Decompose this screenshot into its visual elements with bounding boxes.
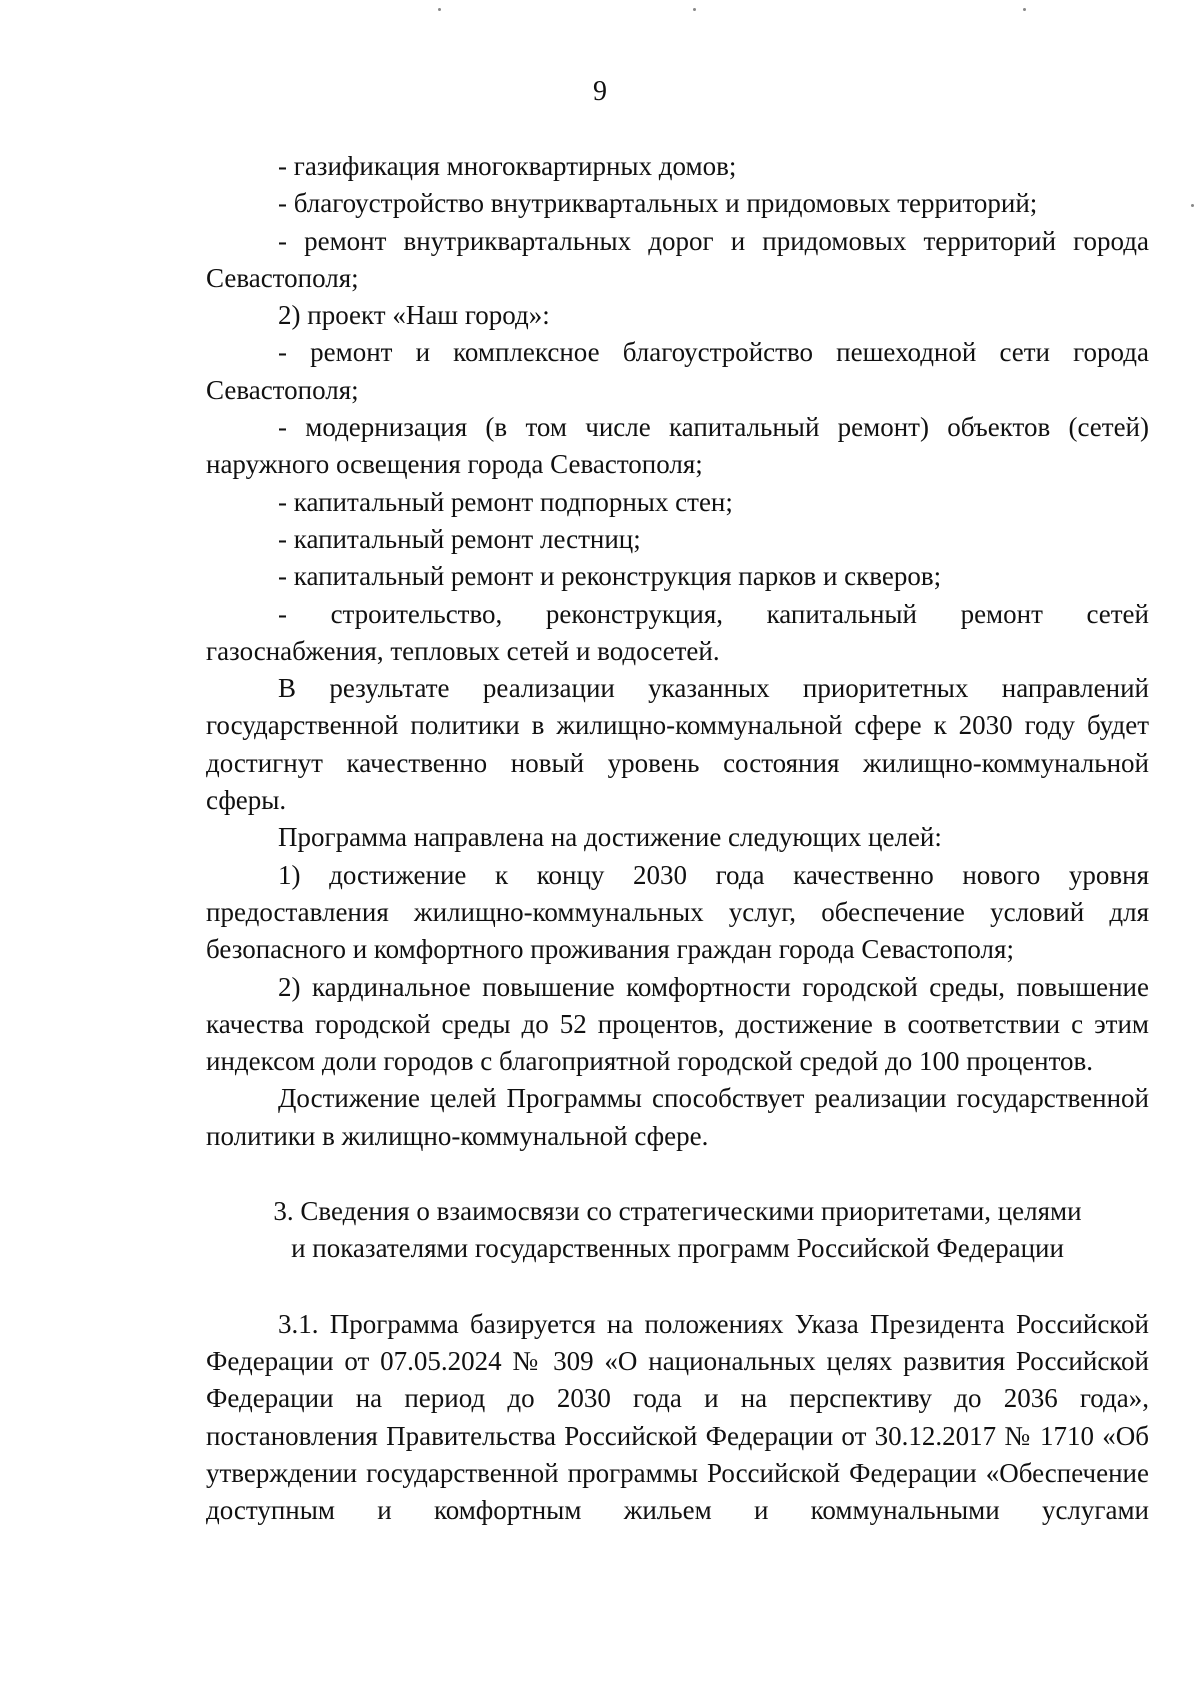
conclusion-paragraph: Достижение целей Программы способствует реализации государственной политики в жилищно-коммунальной сфере. bbox=[206, 1083, 1149, 1151]
list-item: - капитальный ремонт лестниц; bbox=[278, 523, 641, 554]
project-title: 2) проект «Наш город»: bbox=[278, 300, 550, 331]
list-item: - ремонт внутриквартальных дорог и придомовых территорий города Севастополя; bbox=[206, 225, 1149, 293]
scan-speck bbox=[1023, 8, 1026, 11]
section-heading-line: 3. Сведения о взаимосвязи со стратегическими приоритетами, целями bbox=[273, 1196, 1082, 1227]
scan-speck bbox=[1191, 204, 1194, 207]
list-item: - капитальный ремонт и реконструкция парков и скверов; bbox=[278, 561, 942, 592]
list-item: - благоустройство внутриквартальных и придомовых территорий; bbox=[278, 188, 1038, 219]
document-body bbox=[206, 148, 1149, 1529]
scan-speck bbox=[693, 8, 696, 11]
result-paragraph: В результате реализации указанных приоритетных направлений государственной политики в жилищно-коммунальной сфере к 2030 году будет достигнут качественно новый уровень состояния жилищно-коммунальной сферы. bbox=[206, 673, 1149, 816]
goals-intro: Программа направлена на достижение следующих целей: bbox=[278, 822, 942, 853]
section-heading-line: и показателями государственных программ Российской Федерации bbox=[291, 1233, 1064, 1264]
scan-speck bbox=[438, 8, 441, 11]
list-item: - ремонт и комплексное благоустройство пешеходной сети города Севастополя; bbox=[206, 337, 1149, 405]
list-item: - газификация многоквартирных домов; bbox=[278, 151, 737, 181]
page-number: 9 bbox=[593, 76, 607, 107]
section-paragraph: 3.1. Программа базируется на положениях Указа Президента Российской Федерации от 07.05.2024 № 309 «О национальных целях развития Российской Федерации на период до 2030 года и на перспективу до 2036 года», постановления Правительства Российской Федерации от 30.12.2017 № 1710 «Об утверждении государственной программы Российской Федерации «Обеспечение доступным и комфортным жильем и коммунальными услугами bbox=[206, 1308, 1149, 1526]
section-heading bbox=[206, 1193, 1149, 1268]
goal-item: 1) достижение к концу 2030 года качественно нового уровня предоставления жилищно-коммунальных услуг, обеспечение условий для безопасного и комфортного проживания граждан города Севастополя; bbox=[206, 859, 1149, 965]
list-item: - модернизация (в том числе капитальный ремонт) объектов (сетей) наружного освещения города Севастополя; bbox=[206, 412, 1149, 480]
goal-item: 2) кардинальное повышение комфортности городской среды, повышение качества городской среды до 52 процентов, достижение в соответствии с этим индексом доли городов с благоприятной городской средой до 100 процентов. bbox=[206, 971, 1149, 1077]
list-item: - строительство, реконструкция, капитальный ремонт сетей газоснабжения, тепловых сетей и водосетей. bbox=[206, 598, 1149, 666]
list-item: - капитальный ремонт подпорных стен; bbox=[278, 486, 733, 517]
